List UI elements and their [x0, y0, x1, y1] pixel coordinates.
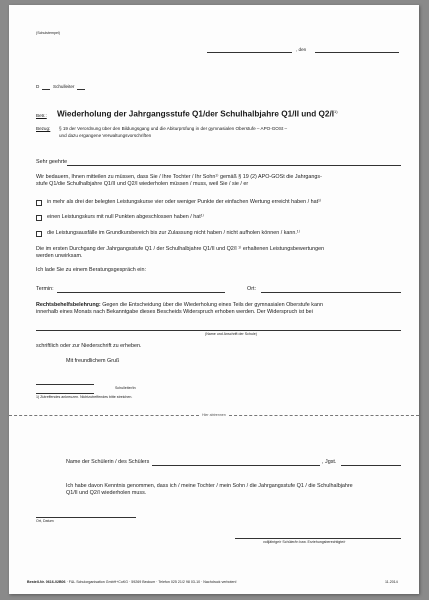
- footnote: 1) Zutreffendes ankreuzen. Nichtzutreffendes bitte streichen.: [36, 395, 133, 399]
- rb-line-1-text: Gegen die Entscheidung über die Wiederholung eines Teils der gymnasialen Oberstufe kann: [100, 302, 323, 308]
- cut-line-left: [9, 415, 199, 416]
- bezug-label: Bezug:: [36, 126, 51, 131]
- intro-line-2: stufe Q1/die Schulhalbjahre Q1/II und Q2/I wiederholen müssen / muss, weil Sie / sie / er: [36, 181, 249, 187]
- footnote-rule: [36, 393, 94, 394]
- place-line[interactable]: [207, 52, 292, 53]
- rb-line-1: [36, 302, 323, 309]
- publisher-info: · F&L Schulorganisation GmbH+CoKG · 59269 Beckum · Telefon 025 21/2 98 03-10 · Nachdruck verboten!: [66, 580, 237, 584]
- title-footnote-mark: 1): [334, 109, 338, 114]
- rb-label: Rechtsbehelfsbelehrung:: [36, 302, 101, 308]
- reason-text-3: die Leistungsausfälle im Grundkursbereich bis zur Zulassung nicht haben / nicht aufholen können / kann.¹⁾: [47, 230, 301, 236]
- footer-text: [27, 580, 236, 584]
- recipient-prefix: D: [36, 84, 40, 89]
- recipient-role: Schulleiter: [53, 84, 75, 89]
- school-address-caption: (Name und Anschrift der Schule): [205, 332, 257, 336]
- rb-line-2: innerhalb eines Monats nach Bekanntgabe dieses Bescheids Widerspruch erhoben werden. Der Widerspruch ist bei: [36, 309, 313, 315]
- form-sheet: [9, 5, 419, 594]
- place-date-line[interactable]: [36, 517, 136, 518]
- termin-line[interactable]: [57, 292, 225, 293]
- signature-line[interactable]: [36, 384, 94, 385]
- after-line-2: werden unwirksam.: [36, 253, 83, 259]
- order-number: Bestell-Nr. 0616-02B06: [27, 580, 66, 584]
- after-line-1: Die im ersten Durchgang der Jahrgangsstufe Q1 / der Schulhalbjahre Q1/II und Q2/I ¹⁾ erhaltenen Leistungsbewertungen: [36, 246, 325, 252]
- salutation-line[interactable]: [67, 165, 401, 166]
- school-stamp-label: (Schulstempel): [36, 31, 60, 35]
- guardian-signature-line[interactable]: [235, 538, 401, 539]
- reason-text-1: in mehr als drei der belegten Leistungskurse vier oder weniger Punkte der einfachen Wertung erreicht haben / hat¹⁾: [47, 199, 322, 205]
- salutation: Sehr geehrte: [36, 159, 68, 165]
- reason-text-2: einen Leistungskurs mit null Punkten abgeschlossen haben / hat¹⁾: [47, 214, 204, 220]
- jgst-label: , Jgst.: [322, 459, 337, 465]
- ort-line[interactable]: [261, 292, 401, 293]
- reason-checkbox-2[interactable]: [36, 215, 42, 221]
- guardian-signature-caption: volljährige/r Schüler/in bzw. Erziehungsberechtigte/r: [263, 540, 346, 544]
- betr-label: Betr.:: [36, 113, 47, 118]
- bezug-line-1: § 19 der Verordnung über den Bildungsgang und die Abiturprüfung in der gymnasialen Oberstufe – APO-GOSt –: [59, 126, 288, 131]
- invite-text: Ich lade Sie zu einem Beratungsgespräch ein:: [36, 267, 146, 273]
- letter-title: [57, 109, 338, 119]
- intro-line-1: Wir bedauern, Ihnen mitteilen zu müssen, dass Sie / Ihre Tochter / Ihr Sohn¹⁾ gemäß § 19 (2) APO-GOSt die Jahrgangs-: [36, 174, 322, 180]
- kenntnis-line-2: Q1/II und Q2/I wiederholen muss.: [66, 490, 147, 496]
- bezug-line-2: und dazu ergangene Verwaltungsvorschriften: [59, 133, 152, 138]
- student-name-label: Name der Schülerin / des Schülers: [66, 459, 150, 465]
- recipient-prefix-line[interactable]: [42, 89, 50, 90]
- date-prefix: , den: [296, 47, 307, 52]
- cut-line-right: [229, 415, 419, 416]
- signature-caption: Schulleiter/in: [115, 386, 136, 390]
- reason-checkbox-3[interactable]: [36, 231, 42, 237]
- rb-line-3: schriftlich oder zur Niederschrift zu erheben.: [36, 343, 142, 349]
- recipient-role-line[interactable]: [77, 89, 85, 90]
- termin-label: Termin:: [36, 286, 54, 292]
- date-line[interactable]: [315, 52, 399, 53]
- jgst-line[interactable]: [341, 465, 401, 466]
- school-address-line[interactable]: [36, 330, 401, 331]
- student-name-line[interactable]: [152, 465, 320, 466]
- ort-label: Ort:: [247, 286, 256, 292]
- reason-checkbox-1[interactable]: [36, 200, 42, 206]
- kenntnis-line-1: Ich habe davon Kenntnis genommen, dass ich / meine Tochter / mein Sohn / die Jahrgangsstufe Q1 / die Schulhalbjahre: [66, 483, 353, 489]
- closing: Mit freundlichem Gruß: [66, 358, 120, 364]
- place-date-caption: Ort, Datum: [36, 519, 54, 523]
- footer-date: 11.2014: [385, 580, 398, 584]
- letter-title-text: Wiederholung der Jahrgangsstufe Q1/der Schulhalbjahre Q1/II und Q2/I: [57, 109, 334, 119]
- cut-label: Hier abtrennen: [202, 413, 226, 417]
